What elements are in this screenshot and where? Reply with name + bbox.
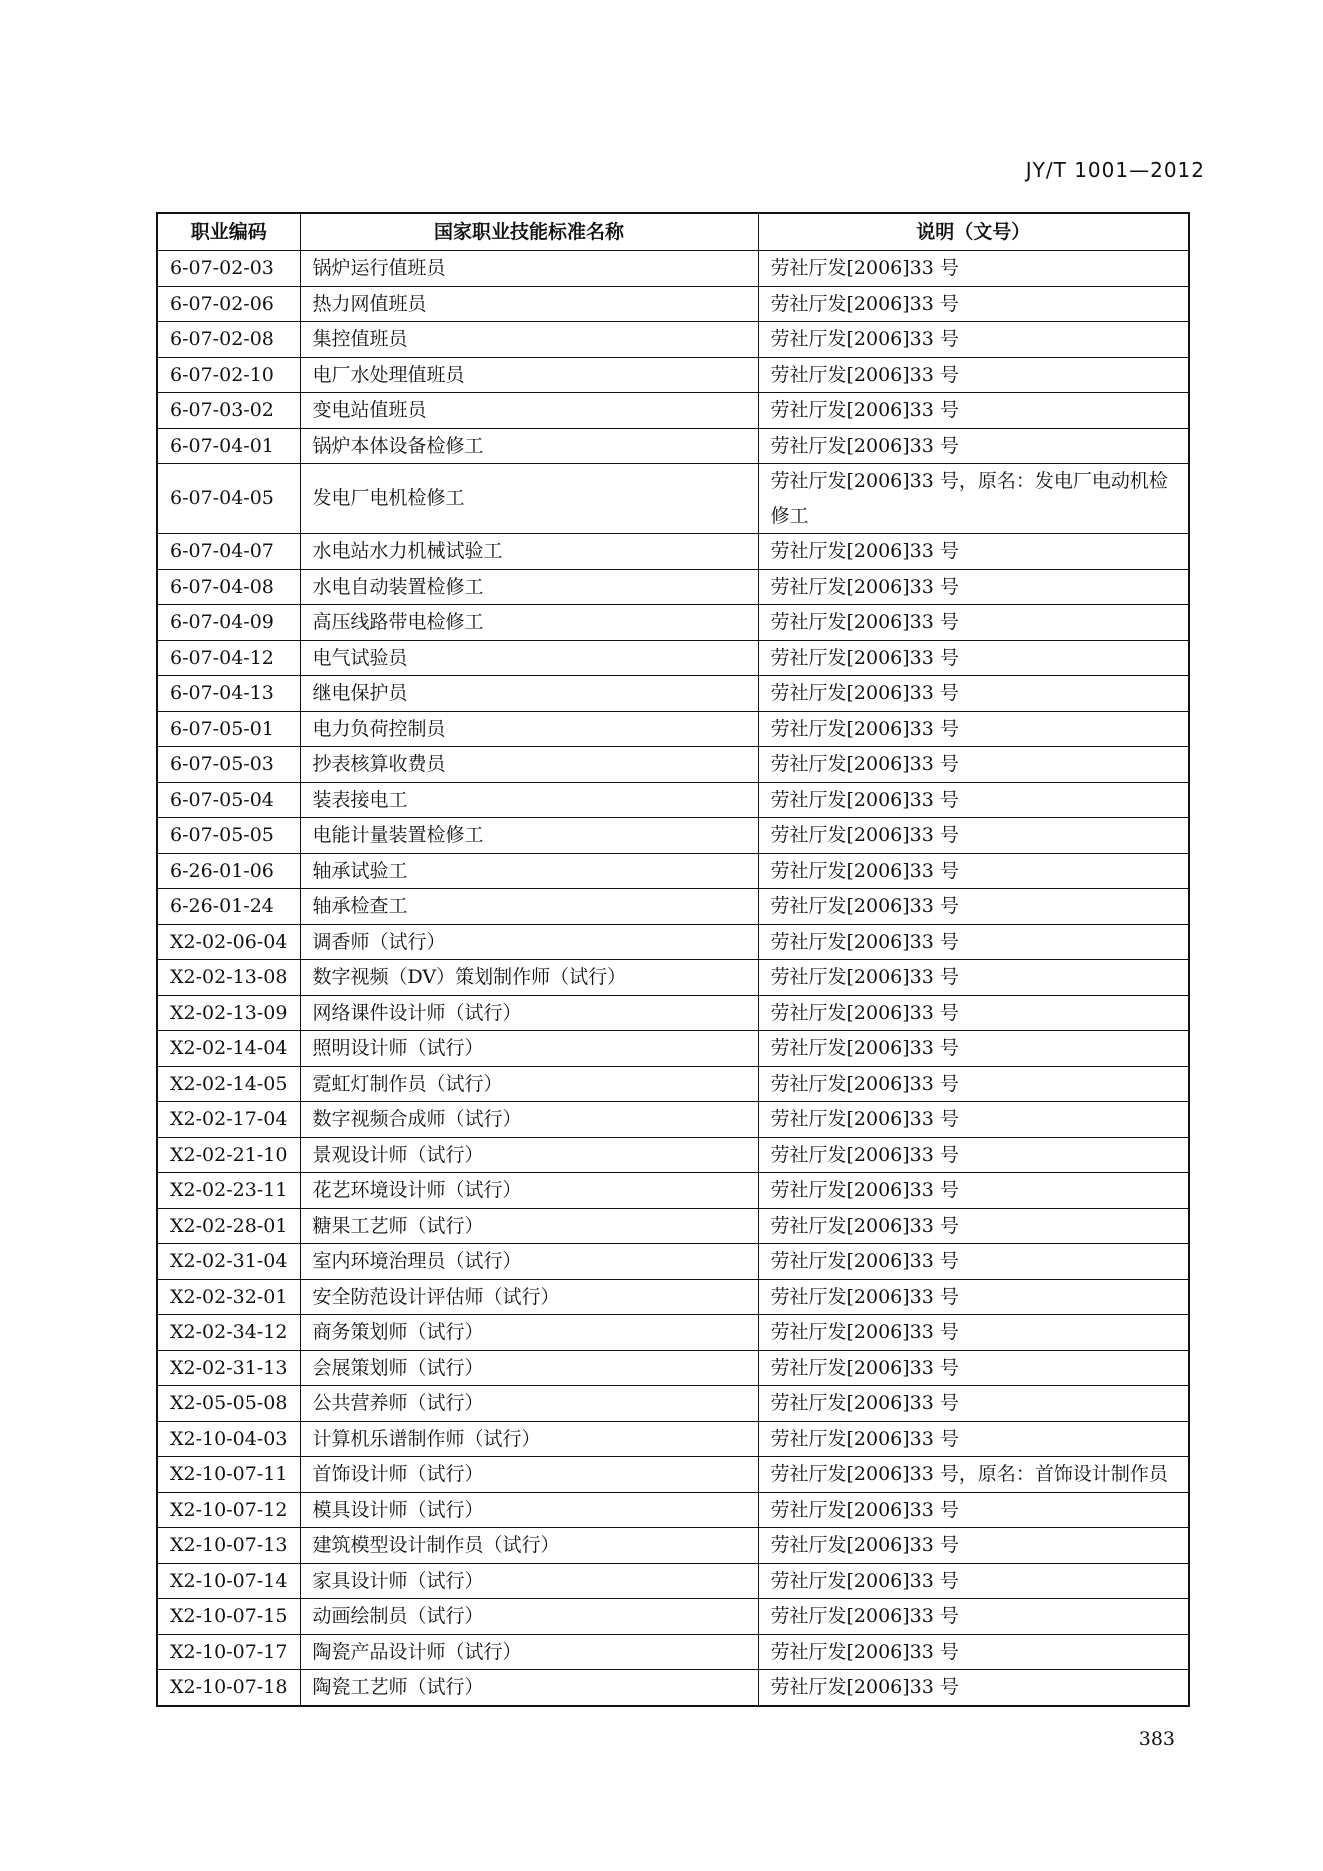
table-row	[157, 1528, 1189, 1564]
standard-name-cell: 调香师（试行）	[300, 924, 758, 960]
occupation-code-cell: X2-02-14-04	[157, 1031, 300, 1067]
occupation-code-cell: 6-07-04-07	[157, 534, 300, 570]
occupation-code-cell: 6-07-05-01	[157, 711, 300, 747]
standard-name-cell: 电能计量装置检修工	[300, 818, 758, 854]
occupation-code-cell: X2-02-06-04	[157, 924, 300, 960]
occupation-code-cell: 6-07-04-12	[157, 640, 300, 676]
table-row	[157, 605, 1189, 641]
occupation-code-cell: X2-02-31-04	[157, 1244, 300, 1280]
occupation-code-cell: 6-07-04-13	[157, 676, 300, 712]
standard-name-cell: 水电站水力机械试验工	[300, 534, 758, 570]
column-header-note: 说明（文号）	[758, 213, 1189, 251]
table-row	[157, 1279, 1189, 1315]
table-row	[157, 534, 1189, 570]
table-row	[157, 428, 1189, 464]
column-header-name: 国家职业技能标准名称	[300, 213, 758, 251]
standard-name-cell: 电气试验员	[300, 640, 758, 676]
note-cell: 劳社厅发[2006]33 号	[758, 782, 1189, 818]
standard-name-cell: 发电厂电机检修工	[300, 464, 758, 534]
standard-name-cell: 照明设计师（试行）	[300, 1031, 758, 1067]
table-row	[157, 818, 1189, 854]
table-row	[157, 286, 1189, 322]
standard-name-cell: 轴承检查工	[300, 889, 758, 925]
table-row	[157, 1173, 1189, 1209]
occupation-code-cell: X2-02-32-01	[157, 1279, 300, 1315]
standard-name-cell: 花艺环境设计师（试行）	[300, 1173, 758, 1209]
occupation-code-cell: 6-07-04-08	[157, 569, 300, 605]
note-cell: 劳社厅发[2006]33 号	[758, 1528, 1189, 1564]
occupation-code-cell: X2-10-07-15	[157, 1599, 300, 1635]
table-row	[157, 1244, 1189, 1280]
occupation-code-cell: X2-02-14-05	[157, 1066, 300, 1102]
note-cell: 劳社厅发[2006]33 号	[758, 640, 1189, 676]
standard-name-cell: 糖果工艺师（试行）	[300, 1208, 758, 1244]
standard-name-cell: 水电自动装置检修工	[300, 569, 758, 605]
occupation-standards-table	[156, 212, 1190, 1707]
table-row	[157, 1315, 1189, 1351]
occupation-code-cell: X2-02-23-11	[157, 1173, 300, 1209]
note-cell: 劳社厅发[2006]33 号	[758, 1244, 1189, 1280]
note-cell: 劳社厅发[2006]33 号	[758, 676, 1189, 712]
table-row	[157, 924, 1189, 960]
note-cell: 劳社厅发[2006]33 号	[758, 995, 1189, 1031]
note-cell: 劳社厅发[2006]33 号	[758, 605, 1189, 641]
note-cell: 劳社厅发[2006]33 号	[758, 1634, 1189, 1670]
standard-name-cell: 锅炉运行值班员	[300, 251, 758, 287]
note-cell: 劳社厅发[2006]33 号	[758, 1563, 1189, 1599]
standard-name-cell: 网络课件设计师（试行）	[300, 995, 758, 1031]
table-row	[157, 676, 1189, 712]
table-row	[157, 251, 1189, 287]
occupation-code-cell: X2-10-07-13	[157, 1528, 300, 1564]
note-cell: 劳社厅发[2006]33 号	[758, 1208, 1189, 1244]
note-cell: 劳社厅发[2006]33 号	[758, 1315, 1189, 1351]
standard-name-cell: 陶瓷工艺师（试行）	[300, 1670, 758, 1706]
occupation-code-cell: 6-26-01-06	[157, 853, 300, 889]
occupation-code-cell: 6-07-02-10	[157, 357, 300, 393]
table-row	[157, 1457, 1189, 1493]
table-row	[157, 464, 1189, 534]
note-cell: 劳社厅发[2006]33 号	[758, 1066, 1189, 1102]
standard-name-cell: 计算机乐谱制作师（试行）	[300, 1421, 758, 1457]
standard-name-cell: 变电站值班员	[300, 393, 758, 429]
standard-name-cell: 高压线路带电检修工	[300, 605, 758, 641]
note-cell: 劳社厅发[2006]33 号	[758, 534, 1189, 570]
standard-name-cell: 公共营养师（试行）	[300, 1386, 758, 1422]
standard-name-cell: 景观设计师（试行）	[300, 1137, 758, 1173]
note-cell: 劳社厅发[2006]33 号，原名：发电厂电动机检修工	[758, 464, 1189, 534]
occupation-code-cell: X2-02-17-04	[157, 1102, 300, 1138]
occupation-code-cell: X2-02-28-01	[157, 1208, 300, 1244]
occupation-code-cell: 6-07-04-01	[157, 428, 300, 464]
table-header-row	[157, 213, 1189, 251]
standard-name-cell: 建筑模型设计制作员（试行）	[300, 1528, 758, 1564]
standard-name-cell: 抄表核算收费员	[300, 747, 758, 783]
standard-name-cell: 家具设计师（试行）	[300, 1563, 758, 1599]
table-row	[157, 1137, 1189, 1173]
table-row	[157, 640, 1189, 676]
table-row	[157, 853, 1189, 889]
occupation-code-cell: X2-10-04-03	[157, 1421, 300, 1457]
note-cell: 劳社厅发[2006]33 号	[758, 853, 1189, 889]
occupation-code-cell: X2-02-21-10	[157, 1137, 300, 1173]
note-cell: 劳社厅发[2006]33 号	[758, 889, 1189, 925]
table-row	[157, 995, 1189, 1031]
table-row	[157, 889, 1189, 925]
table-row	[157, 782, 1189, 818]
note-cell: 劳社厅发[2006]33 号	[758, 1386, 1189, 1422]
note-cell: 劳社厅发[2006]33 号	[758, 1599, 1189, 1635]
table-row	[157, 711, 1189, 747]
note-cell: 劳社厅发[2006]33 号	[758, 428, 1189, 464]
table-row	[157, 1634, 1189, 1670]
note-cell: 劳社厅发[2006]33 号	[758, 711, 1189, 747]
occupation-code-cell: 6-07-02-06	[157, 286, 300, 322]
table-row	[157, 1563, 1189, 1599]
note-cell: 劳社厅发[2006]33 号	[758, 1279, 1189, 1315]
occupation-code-cell: 6-07-05-04	[157, 782, 300, 818]
table-row	[157, 1670, 1189, 1706]
table-row	[157, 1386, 1189, 1422]
column-header-code: 职业编码	[157, 213, 300, 251]
table-row	[157, 960, 1189, 996]
standard-code: JY/T 1001—2012	[1025, 158, 1205, 182]
note-cell: 劳社厅发[2006]33 号	[758, 322, 1189, 358]
standard-name-cell: 电力负荷控制员	[300, 711, 758, 747]
table-row	[157, 1350, 1189, 1386]
occupation-code-cell: 6-07-02-08	[157, 322, 300, 358]
occupation-code-cell: X2-10-07-14	[157, 1563, 300, 1599]
table-body	[157, 251, 1189, 1706]
standard-name-cell: 商务策划师（试行）	[300, 1315, 758, 1351]
standard-name-cell: 轴承试验工	[300, 853, 758, 889]
note-cell: 劳社厅发[2006]33 号	[758, 251, 1189, 287]
note-cell: 劳社厅发[2006]33 号	[758, 1492, 1189, 1528]
occupation-code-cell: X2-10-07-11	[157, 1457, 300, 1493]
note-cell: 劳社厅发[2006]33 号	[758, 569, 1189, 605]
note-cell: 劳社厅发[2006]33 号	[758, 1137, 1189, 1173]
standard-name-cell: 会展策划师（试行）	[300, 1350, 758, 1386]
standard-name-cell: 继电保护员	[300, 676, 758, 712]
occupation-code-cell: 6-07-05-03	[157, 747, 300, 783]
table-row	[157, 393, 1189, 429]
note-cell: 劳社厅发[2006]33 号	[758, 1102, 1189, 1138]
standard-name-cell: 数字视频（DV）策划制作师（试行）	[300, 960, 758, 996]
table-row	[157, 322, 1189, 358]
note-cell: 劳社厅发[2006]33 号	[758, 818, 1189, 854]
note-cell: 劳社厅发[2006]33 号	[758, 393, 1189, 429]
table-row	[157, 569, 1189, 605]
note-cell: 劳社厅发[2006]33 号	[758, 1421, 1189, 1457]
note-cell: 劳社厅发[2006]33 号	[758, 286, 1189, 322]
standard-name-cell: 电厂水处理值班员	[300, 357, 758, 393]
occupation-code-cell: X2-10-07-17	[157, 1634, 300, 1670]
standard-name-cell: 首饰设计师（试行）	[300, 1457, 758, 1493]
occupation-code-cell: 6-07-02-03	[157, 251, 300, 287]
occupation-code-cell: 6-07-05-05	[157, 818, 300, 854]
table-row	[157, 1492, 1189, 1528]
occupation-code-cell: 6-26-01-24	[157, 889, 300, 925]
occupation-code-cell: X2-10-07-18	[157, 1670, 300, 1706]
note-cell: 劳社厅发[2006]33 号	[758, 960, 1189, 996]
standard-name-cell: 霓虹灯制作员（试行）	[300, 1066, 758, 1102]
occupation-code-cell: X2-02-13-08	[157, 960, 300, 996]
occupation-code-cell: X2-02-34-12	[157, 1315, 300, 1351]
standard-name-cell: 模具设计师（试行）	[300, 1492, 758, 1528]
standard-name-cell: 动画绘制员（试行）	[300, 1599, 758, 1635]
occupation-code-cell: X2-02-13-09	[157, 995, 300, 1031]
table-row	[157, 357, 1189, 393]
standard-name-cell: 室内环境治理员（试行）	[300, 1244, 758, 1280]
note-cell: 劳社厅发[2006]33 号	[758, 1031, 1189, 1067]
page-number: 383	[1138, 1728, 1175, 1750]
table-row	[157, 1208, 1189, 1244]
standard-name-cell: 安全防范设计评估师（试行）	[300, 1279, 758, 1315]
note-cell: 劳社厅发[2006]33 号	[758, 1173, 1189, 1209]
note-cell: 劳社厅发[2006]33 号，原名：首饰设计制作员	[758, 1457, 1189, 1493]
note-cell: 劳社厅发[2006]33 号	[758, 747, 1189, 783]
note-cell: 劳社厅发[2006]33 号	[758, 1350, 1189, 1386]
table-row	[157, 1599, 1189, 1635]
note-cell: 劳社厅发[2006]33 号	[758, 1670, 1189, 1706]
table-row	[157, 1421, 1189, 1457]
standard-name-cell: 锅炉本体设备检修工	[300, 428, 758, 464]
occupation-code-cell: 6-07-04-09	[157, 605, 300, 641]
standard-name-cell: 热力网值班员	[300, 286, 758, 322]
standard-name-cell: 陶瓷产品设计师（试行）	[300, 1634, 758, 1670]
occupation-code-cell: X2-02-31-13	[157, 1350, 300, 1386]
table-row	[157, 747, 1189, 783]
standard-name-cell: 集控值班员	[300, 322, 758, 358]
occupation-code-cell: X2-10-07-12	[157, 1492, 300, 1528]
note-cell: 劳社厅发[2006]33 号	[758, 357, 1189, 393]
occupation-code-cell: X2-05-05-08	[157, 1386, 300, 1422]
table-row	[157, 1031, 1189, 1067]
table-row	[157, 1066, 1189, 1102]
occupation-code-cell: 6-07-03-02	[157, 393, 300, 429]
standard-name-cell: 装表接电工	[300, 782, 758, 818]
note-cell: 劳社厅发[2006]33 号	[758, 924, 1189, 960]
occupation-code-cell: 6-07-04-05	[157, 464, 300, 534]
standard-name-cell: 数字视频合成师（试行）	[300, 1102, 758, 1138]
table-row	[157, 1102, 1189, 1138]
